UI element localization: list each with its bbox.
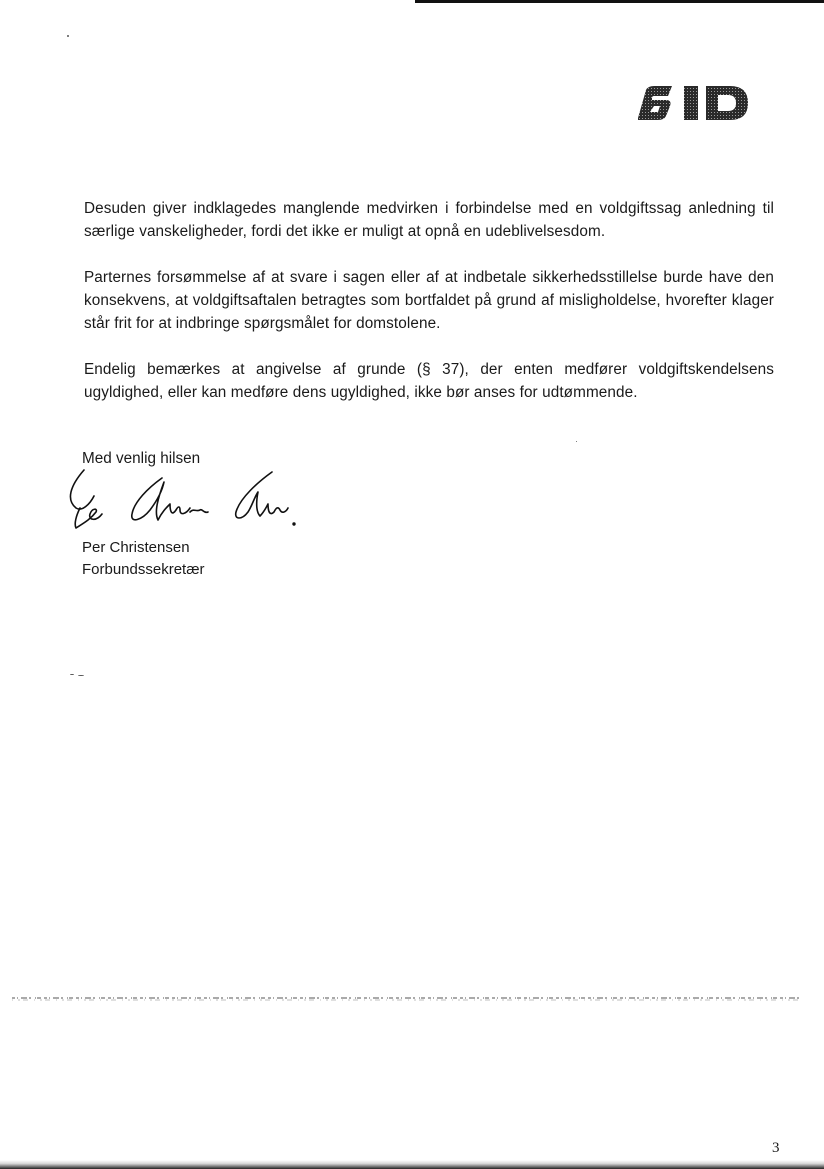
signer-name: Per Christensen [82, 539, 190, 556]
scan-speck [78, 675, 84, 676]
paragraph-3: Endelig bemærkes at angivelse af grunde (§ 37), der enten medfører voldgiftskendelsens ugyldighed, eller kan medføre dens ugyldighed, ikke bør anses for udtømmende. [84, 361, 774, 401]
letter-body [84, 197, 774, 404]
paragraph-1: Desuden giver indklagedes manglende medvirken i forbindelse med en voldgiftssag anledning til særlige vanskeligheder, fordi det ikke er muligt at opnå en udeblivelsesdom. [84, 200, 774, 240]
top-scan-edge [415, 0, 824, 3]
bottom-scan-edge [0, 1160, 824, 1169]
handwritten-signature [62, 468, 302, 532]
scan-speck [70, 674, 74, 675]
scan-speck [67, 35, 69, 37]
scan-speck [576, 441, 577, 442]
closing-greeting: Med venlig hilsen [82, 450, 201, 467]
sid-logo [632, 84, 750, 122]
page-number: 3 [772, 1140, 780, 1156]
signer-title: Forbundssekretær [82, 561, 205, 578]
paragraph-2: Parternes forsømmelse af at svare i sagen eller af at indbetale sikkerhedsstillelse burde have den konsekvens, at voldgiftsaftalen betragtes som bortfaldet på grund af misligholdelse, hvorefter klager står frit for at indbringe spørgsmålet for domstolene. [84, 269, 774, 332]
scan-artifact-line [12, 994, 802, 1002]
